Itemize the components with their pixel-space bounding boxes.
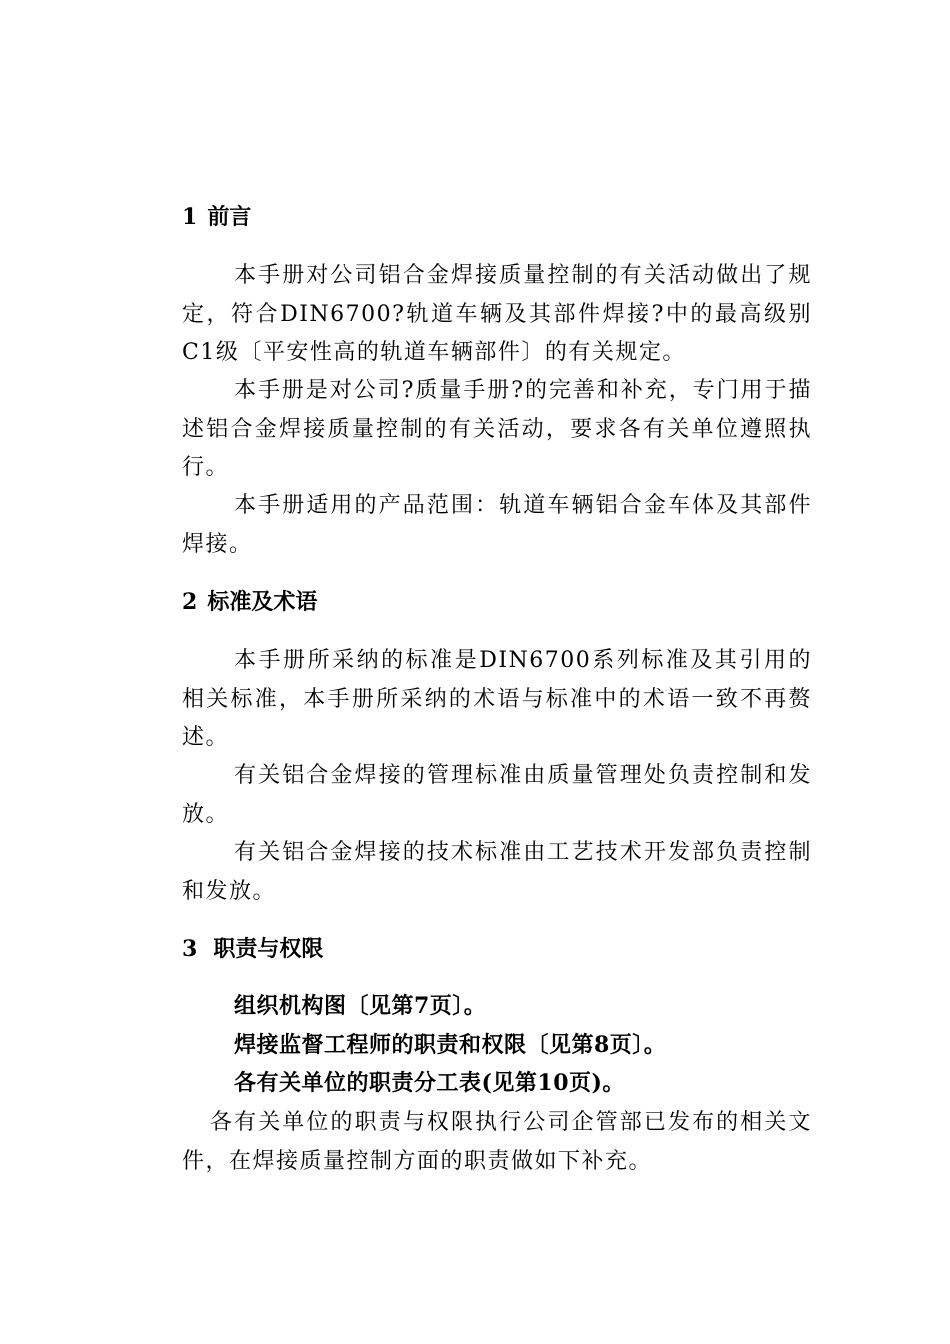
section-heading-1 — [182, 204, 812, 230]
section-number: 2 — [182, 589, 198, 615]
section-number: 3 — [182, 936, 198, 962]
section-title: 职责与权限 — [213, 936, 324, 962]
paragraph: 本手册是对公司?质量手册?的完善和补充，专门用于描述铝合金焊接质量控制的有关活动，要求各有关单位遵照执行。 — [182, 378, 812, 480]
paragraph: 有关铝合金焊接的技术标准由工艺技术开发部负责控制和发放。 — [182, 840, 812, 904]
bold-list-item: 各有关单位的职责分工表(见第10页)。 — [234, 1070, 625, 1096]
paragraph: 本手册对公司铝合金焊接质量控制的有关活动做出了规定，符合DIN6700?轨道车辆及其部件焊接?中的最高级别C1级〔平安性高的轨道车辆部件〕的有关规定。 — [182, 263, 812, 365]
paragraph: 本手册适用的产品范围：轨道车辆铝合金车体及其部件焊接。 — [182, 493, 812, 557]
section-heading-3 — [182, 936, 812, 962]
section-heading-2 — [182, 589, 812, 615]
paragraph: 各有关单位的职责与权限执行公司企管部已发布的相关文件，在焊接质量控制方面的职责做如下补充。 — [182, 1110, 812, 1174]
paragraph: 有关铝合金焊接的管理标准由质量管理处负责控制和发放。 — [182, 763, 812, 827]
section-title: 前言 — [207, 204, 252, 230]
paragraph: 本手册所采纳的标准是DIN6700系列标准及其引用的相关标准，本手册所采纳的术语与标准中的术语一致不再赘述。 — [182, 648, 812, 750]
bold-list-item: 组织机构图〔见第7页〕。 — [234, 993, 487, 1019]
section-title: 标准及术语 — [207, 589, 318, 615]
bold-list-item: 焊接监督工程师的职责和权限〔见第8页〕。 — [234, 1032, 667, 1058]
section-number: 1 — [182, 204, 198, 230]
